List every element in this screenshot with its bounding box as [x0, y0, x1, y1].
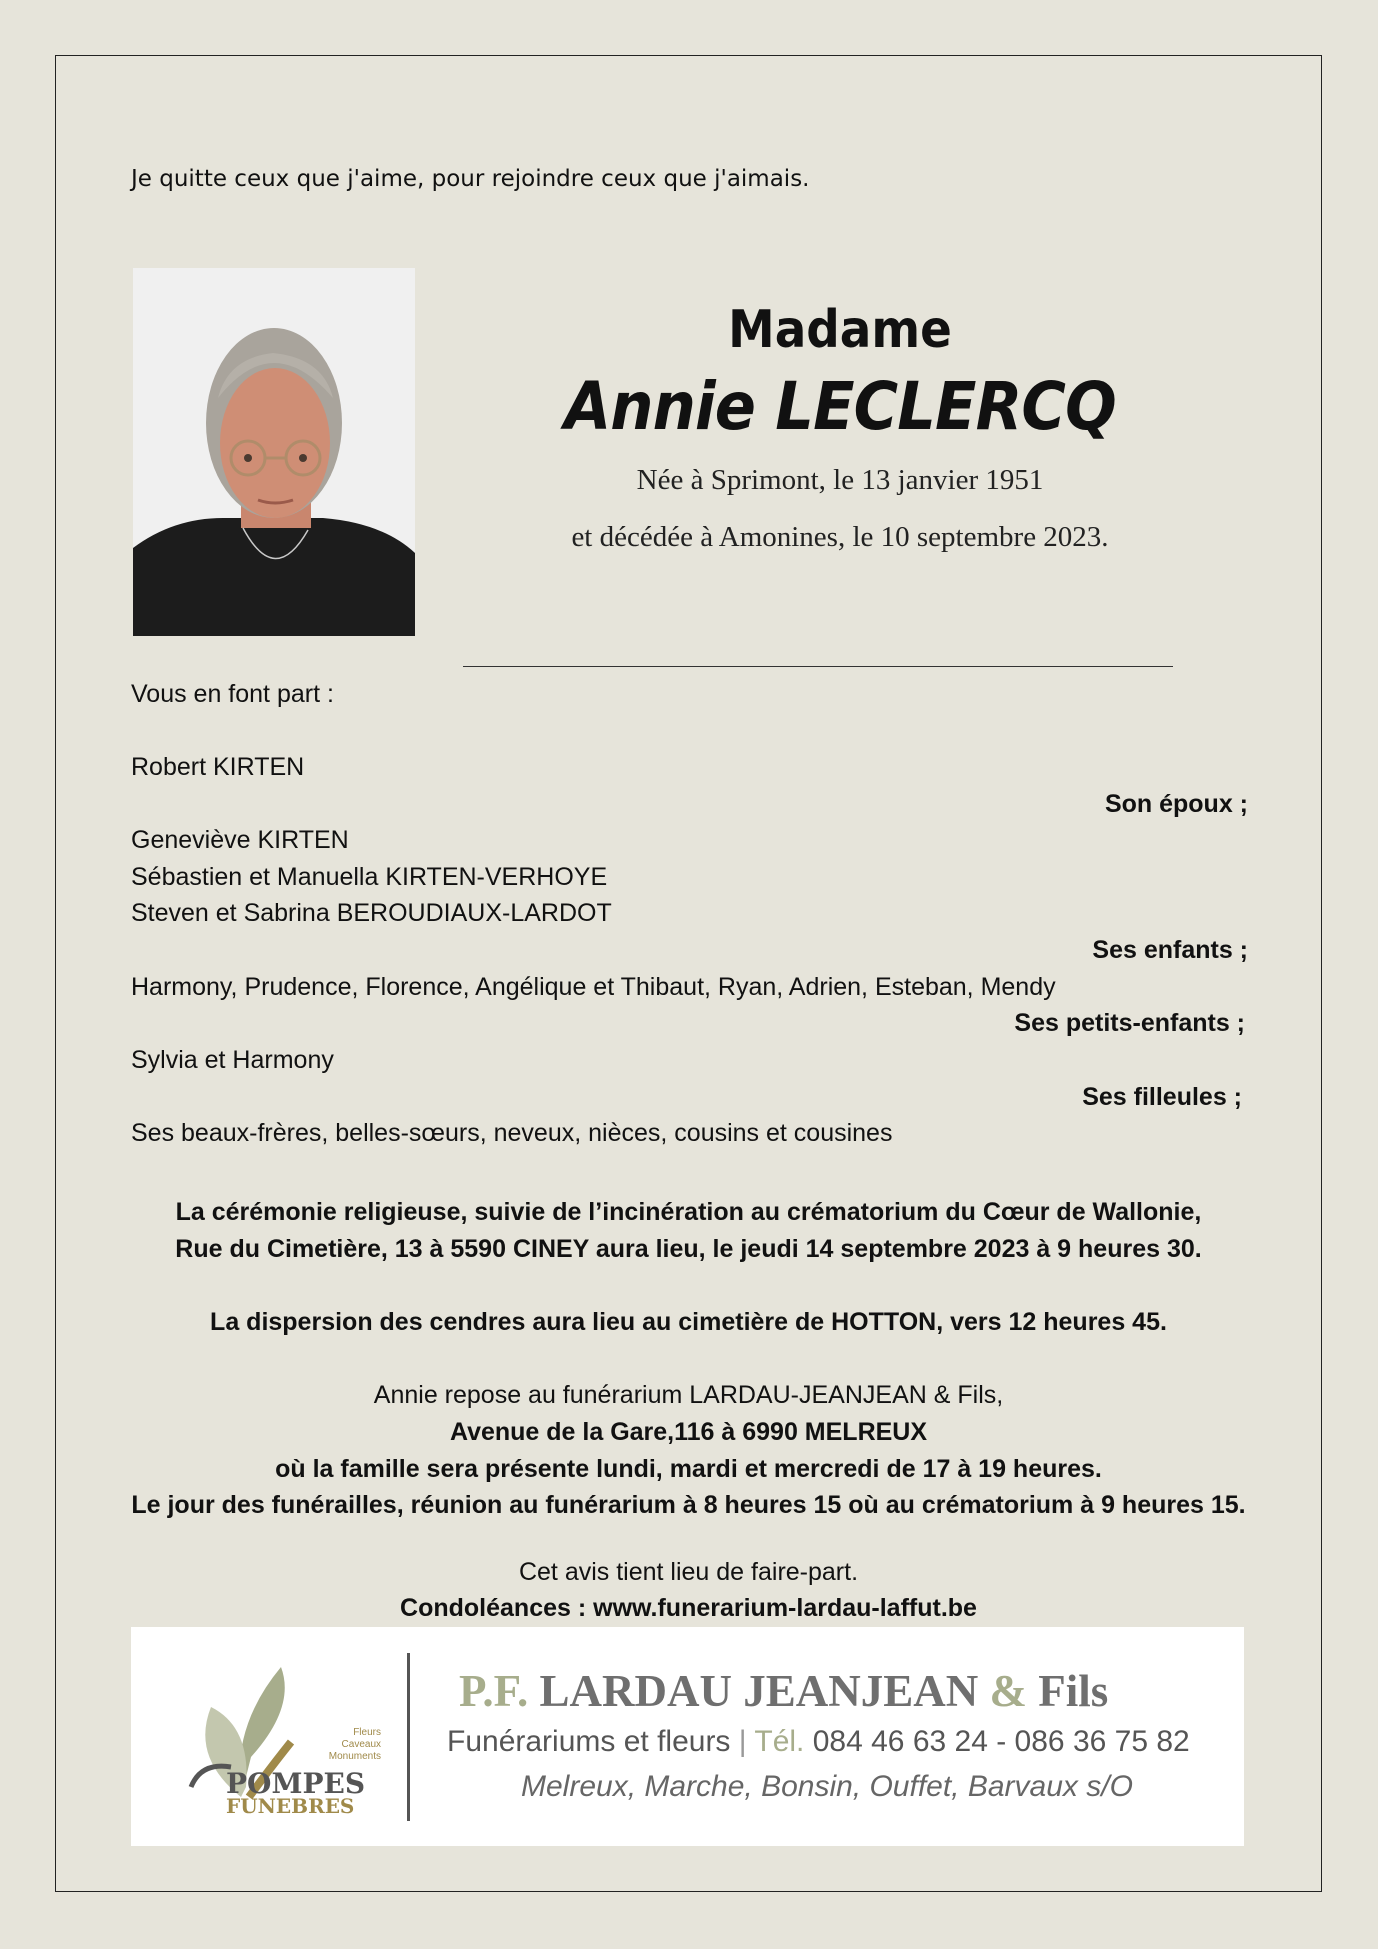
spouse-label: Son époux ;	[1104, 790, 1248, 818]
extended-family: Ses beaux-frères, belles-sœurs, neveux, nièces, cousins et cousines	[131, 1119, 893, 1147]
godchildren-label: Ses filleules ;	[1082, 1083, 1242, 1111]
divider	[463, 666, 1173, 667]
banner-divider	[407, 1653, 410, 1821]
dispersion-line: La dispersion des cendres aura lieu au cimetière de HOTTON, vers 12 heures 45.	[210, 1308, 1167, 1336]
visitation-line-3: où la famille sera présente lundi, mardi et mercredi de 17 à 19 heures.	[275, 1455, 1102, 1483]
notice-line: Cet avis tient lieu de faire-part.	[518, 1558, 859, 1586]
birth-line: Née à Sprimont, le 13 janvier 1951	[636, 464, 1044, 496]
company-services: Funérariums et fleurs | Tél. 084 46 63 24 - 086 36 75 82	[447, 1725, 1190, 1758]
spouse-name: Robert KIRTEN	[131, 753, 305, 781]
logo-text: POMPES FUNEBRES	[226, 1767, 366, 1818]
company-name: P.F. LARDAU JEANJEAN & Fils	[459, 1666, 1109, 1716]
grandchildren-label: Ses petits-enfants ;	[1014, 1009, 1245, 1037]
child-name: Sébastien et Manuella KIRTEN-VERHOYE	[131, 863, 608, 891]
family-intro: Vous en font part :	[131, 680, 334, 708]
grandchildren-list: Harmony, Prudence, Florence, Angélique et Thibaut, Ryan, Adrien, Esteban, Mendy	[131, 973, 1056, 1001]
children-label: Ses enfants ;	[1092, 936, 1248, 964]
logo-tags: Fleurs Caveaux Monuments	[328, 1727, 381, 1762]
death-line: et décédée à Amonines, le 10 septembre 2023.	[571, 521, 1109, 553]
visitation-line-4: Le jour des funérailles, réunion au funérarium à 8 heures 15 où au crématorium à 9 heures 15.	[131, 1491, 1246, 1519]
ceremony-line-1: La cérémonie religieuse, suivie de l’incinération au crématorium du Cœur de Wallonie,	[175, 1198, 1202, 1226]
deceased-name: Annie LECLERCQ	[564, 368, 1116, 445]
title-madame: Madame	[728, 300, 952, 360]
company-locations: Melreux, Marche, Bonsin, Ouffet, Barvaux s/O	[521, 1770, 1133, 1803]
quote: Je quitte ceux que j'aime, pour rejoindre ceux que j'aimais.	[131, 166, 810, 192]
portrait-photo	[133, 268, 415, 636]
pompes-funebres-logo	[171, 1647, 381, 1827]
ceremony-line-2: Rue du Cimetière, 13 à 5590 CINEY aura lieu, le jeudi 14 septembre 2023 à 9 heures 30.	[175, 1235, 1202, 1263]
godchildren-list: Sylvia et Harmony	[131, 1046, 334, 1074]
child-name: Steven et Sabrina BEROUDIAUX-LARDOT	[131, 899, 612, 927]
child-name: Geneviève KIRTEN	[131, 826, 349, 854]
visitation-line-1: Annie repose au funérarium LARDAU-JEANJEAN & Fils,	[373, 1381, 1004, 1409]
funeral-home-banner	[131, 1627, 1244, 1846]
visitation-line-2: Avenue de la Gare,116 à 6990 MELREUX	[449, 1418, 928, 1446]
condolences-line: Condoléances : www.funerarium-lardau-laffut.be	[400, 1594, 977, 1622]
